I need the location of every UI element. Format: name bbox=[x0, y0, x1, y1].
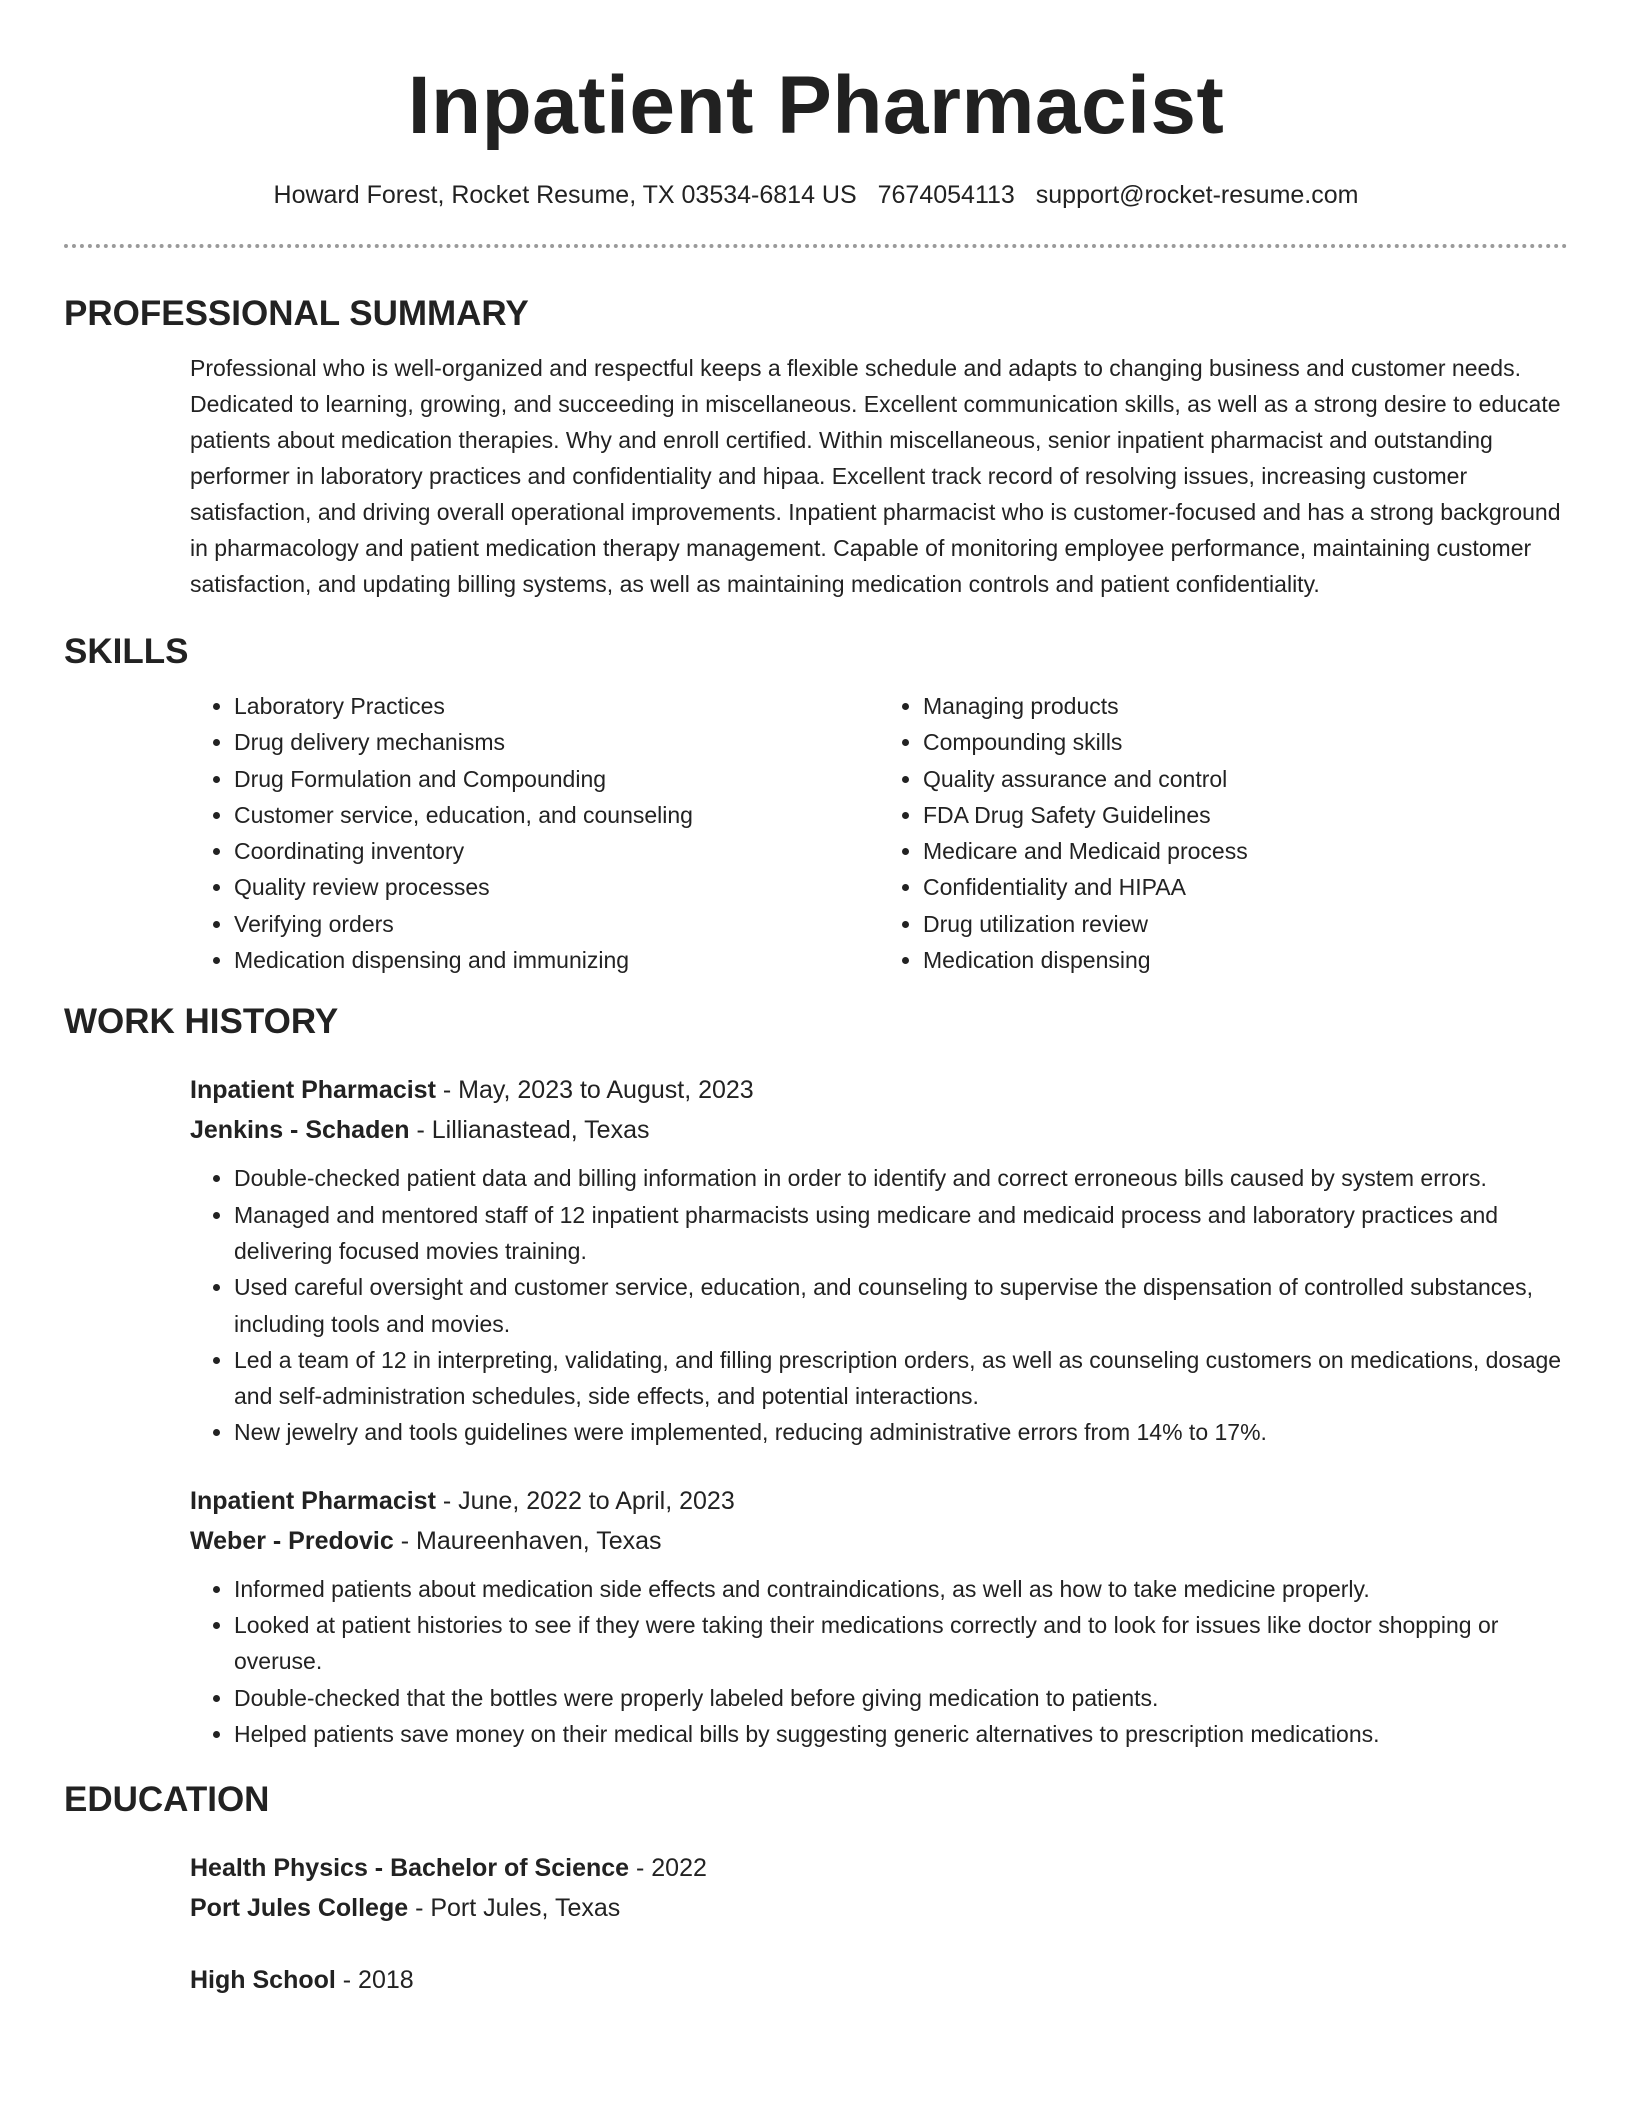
skill-item: • FDA Drug Safety Guidelines bbox=[923, 797, 1568, 833]
skill-item: • Drug delivery mechanisms bbox=[234, 724, 879, 760]
job-bullet: • New jewelry and tools guidelines were implemented, reducing administrative errors from 14% to 17%. bbox=[234, 1414, 1568, 1450]
education-year: - 2018 bbox=[335, 1966, 414, 1995]
skills-right-column bbox=[879, 688, 1568, 978]
job-location: - Maureenhaven, Texas bbox=[393, 1526, 662, 1555]
job-role: Inpatient Pharmacist bbox=[190, 1486, 436, 1515]
skills-heading: SKILLS bbox=[64, 632, 189, 671]
job-company: Jenkins - Schaden bbox=[190, 1116, 410, 1145]
summary-heading: PROFESSIONAL SUMMARY bbox=[64, 294, 529, 333]
education-section bbox=[64, 1778, 1568, 2000]
job-bullets bbox=[190, 1160, 1568, 1450]
job-bullet: • Used careful oversight and customer service, education, and counseling to supervise the dispensation of controlled substances, including tools and movies. bbox=[234, 1269, 1568, 1342]
job-entry bbox=[190, 1481, 1568, 1752]
job-dates: - June, 2022 to April, 2023 bbox=[435, 1486, 735, 1515]
contact-phone: 7674054113 bbox=[877, 181, 1015, 209]
job-bullet: • Double-checked patient data and billing information in order to identify and correct erroneous bills caused by system errors. bbox=[234, 1160, 1568, 1196]
contact-email: support@rocket-resume.com bbox=[1035, 181, 1359, 209]
job-company: Weber - Predovic bbox=[190, 1526, 394, 1555]
skill-item: • Drug utilization review bbox=[923, 906, 1568, 942]
job-dates: - May, 2023 to August, 2023 bbox=[435, 1076, 754, 1105]
skills-left-column bbox=[190, 688, 879, 978]
summary-section bbox=[64, 292, 1568, 602]
skill-item: • Medication dispensing and immunizing bbox=[234, 942, 879, 978]
header-divider bbox=[64, 244, 1568, 248]
job-title-line bbox=[190, 1481, 1568, 1521]
education-entry bbox=[190, 1960, 1568, 2000]
job-company-line bbox=[190, 1521, 1568, 1561]
contact-address: Howard Forest, Rocket Resume, TX 03534-6814 US bbox=[273, 181, 857, 209]
skills-section bbox=[64, 630, 1568, 978]
skill-item: • Laboratory Practices bbox=[234, 688, 879, 724]
resume-title: Inpatient Pharmacist bbox=[407, 60, 1225, 151]
skill-item: • Medicare and Medicaid process bbox=[923, 833, 1568, 869]
job-bullet: • Double-checked that the bottles were properly labeled before giving medication to patients. bbox=[234, 1680, 1568, 1716]
education-school-line bbox=[190, 1888, 1568, 1928]
skill-item: • Verifying orders bbox=[234, 906, 879, 942]
job-entry bbox=[190, 1070, 1568, 1450]
job-role: Inpatient Pharmacist bbox=[190, 1076, 436, 1105]
contact-line bbox=[64, 178, 1568, 212]
skills-grid bbox=[190, 688, 1568, 978]
job-bullet: • Led a team of 12 in interpreting, validating, and filling prescription orders, as well as counseling customers on medications, dosage and self-administration schedules, side effects, and potential interactions. bbox=[234, 1342, 1568, 1415]
education-degree: Health Physics - Bachelor of Science bbox=[190, 1854, 630, 1883]
summary-text: Professional who is well-organized and respectful keeps a flexible schedule and adapts to changing business and customer needs. Dedicated to learning, growing, and succeeding in miscellaneous. Excellent communication skills, as well as a strong desire to educate patients about medication therapies. Why and enroll certified. Within miscellaneous, senior inpatient pharmacist and outstanding performer in laboratory practices and confidentiality and hipaa. Excellent track record of resolving issues, increasing customer satisfaction, and driving overall operational improvements. Inpatient pharmacist who is customer-focused and has a strong background in pharmacology and patient medication therapy management. Capable of monitoring employee performance, maintaining customer satisfaction, and updating billing systems, as well as maintaining medication controls and patient confidentiality. bbox=[190, 355, 1561, 597]
job-bullet: • Looked at patient histories to see if they were taking their medications correctly and to look for issues like doctor shopping or overuse. bbox=[234, 1607, 1568, 1680]
skill-item: • Managing products bbox=[923, 688, 1568, 724]
job-title-line bbox=[190, 1070, 1568, 1110]
skill-item: • Coordinating inventory bbox=[234, 833, 879, 869]
education-heading: EDUCATION bbox=[64, 1780, 270, 1820]
job-bullet: • Helped patients save money on their medical bills by suggesting generic alternatives to prescription medications. bbox=[234, 1716, 1568, 1752]
education-year: - 2022 bbox=[629, 1854, 707, 1883]
skill-item: • Customer service, education, and counseling bbox=[234, 797, 879, 833]
job-bullet: • Informed patients about medication side effects and contraindications, as well as how to take medicine properly. bbox=[234, 1571, 1568, 1607]
education-degree-line bbox=[190, 1960, 1568, 2000]
education-location: - Port Jules, Texas bbox=[408, 1894, 621, 1923]
job-company-line bbox=[190, 1110, 1568, 1150]
education-degree: High School bbox=[190, 1966, 336, 1995]
skill-item: • Quality assurance and control bbox=[923, 761, 1568, 797]
skill-item: • Medication dispensing bbox=[923, 942, 1568, 978]
job-bullet: • Managed and mentored staff of 12 inpatient pharmacists using medicare and medicaid process and laboratory practices and delivering focused movies training. bbox=[234, 1197, 1568, 1270]
work-history-heading: WORK HISTORY bbox=[64, 1002, 339, 1042]
job-bullets bbox=[190, 1571, 1568, 1752]
skill-item: • Quality review processes bbox=[234, 869, 879, 905]
skill-item: • Drug Formulation and Compounding bbox=[234, 761, 879, 797]
education-entry bbox=[190, 1848, 1568, 1928]
education-degree-line bbox=[190, 1848, 1568, 1888]
job-location: - Lillianastead, Texas bbox=[409, 1116, 650, 1145]
education-school: Port Jules College bbox=[190, 1894, 409, 1923]
skill-item: • Confidentiality and HIPAA bbox=[923, 869, 1568, 905]
work-history-section bbox=[64, 1000, 1568, 1752]
skill-item: • Compounding skills bbox=[923, 724, 1568, 760]
resume-page bbox=[64, 0, 1568, 2000]
